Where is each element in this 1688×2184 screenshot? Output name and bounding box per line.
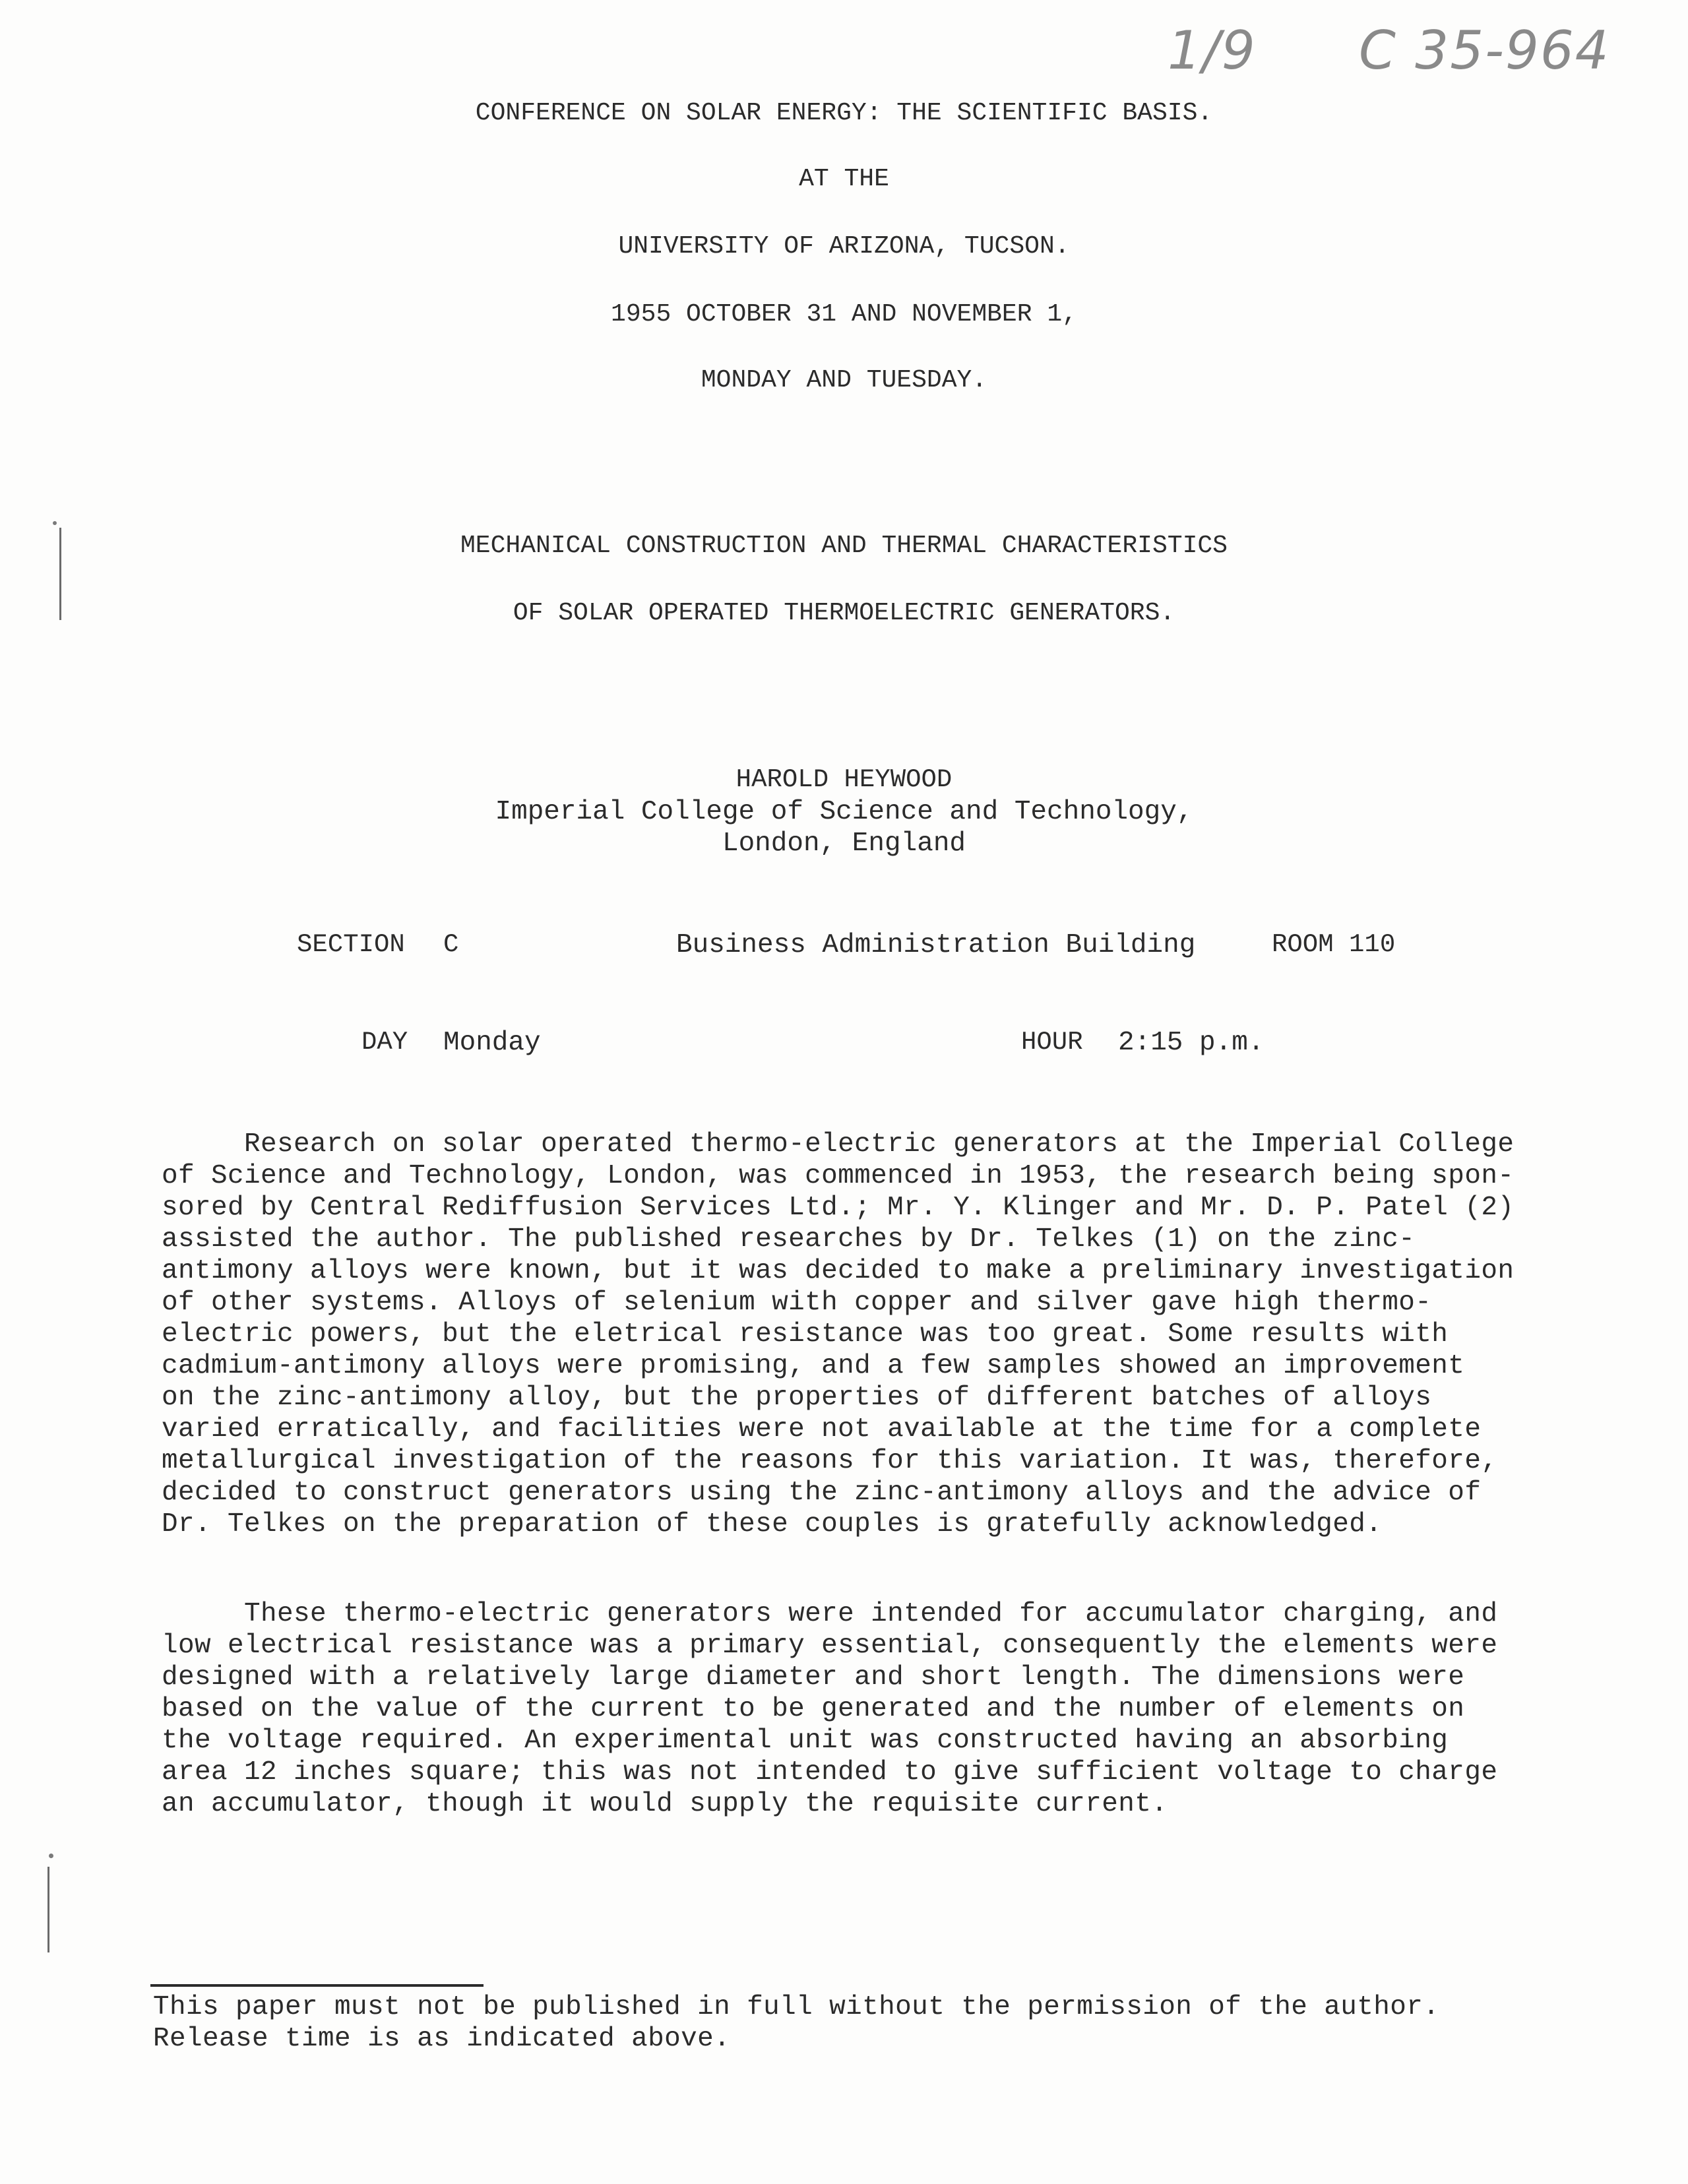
body-text-line: These thermo-electric generators were intended for accumulator charging, and <box>162 1599 1498 1629</box>
building-name: Business Administration Building <box>676 930 1196 960</box>
author-location: London, England <box>722 828 966 859</box>
header-line: 1955 OCTOBER 31 AND NOVEMBER 1, <box>611 300 1077 328</box>
author-name: HAROLD HEYWOOD <box>735 765 953 794</box>
body-text-line: antimony alloys were known, but it was decided to make a preliminary investigation <box>162 1256 1515 1286</box>
footnote-line: Release time is as indicated above. <box>153 2024 731 2054</box>
body-text-line: cadmium-antimony alloys were promising, and a few samples showed an improvement <box>162 1351 1465 1381</box>
header-line: CONFERENCE ON SOLAR ENERGY: THE SCIENTIFIC BASIS. <box>475 99 1213 127</box>
body-text-line: low electrical resistance was a primary essential, consequently the elements were <box>162 1631 1498 1661</box>
paper-title-line: MECHANICAL CONSTRUCTION AND THERMAL CHARACTERISTICS <box>460 532 1228 560</box>
body-text-line: sored by Central Rediffusion Services Ltd.; Mr. Y. Klinger and Mr. D. P. Patel (2) <box>162 1193 1515 1223</box>
paper-title-line: OF SOLAR OPERATED THERMOELECTRIC GENERATORS. <box>513 599 1175 627</box>
handwritten-page-number: 1/9 <box>1168 20 1257 81</box>
body-text-line: of other systems. Alloys of selenium with copper and silver gave high thermo- <box>162 1288 1432 1318</box>
header-line: MONDAY AND TUESDAY. <box>701 366 987 394</box>
body-text-line: electric powers, but the eletrical resistance was too great. Some results with <box>162 1319 1449 1350</box>
day-label: DAY <box>361 1028 408 1057</box>
section-value: C <box>443 930 459 959</box>
body-text-line: based on the value of the current to be generated and the number of elements on <box>162 1694 1465 1724</box>
day-value: Monday <box>443 1028 541 1058</box>
author-institution: Imperial College of Science and Technology, <box>495 797 1193 827</box>
footnote-rule <box>150 1984 484 1987</box>
paper-speck <box>53 521 57 525</box>
margin-mark-bottom <box>47 1867 49 1952</box>
body-text-line: metallurgical investigation of the reasons for this variation. It was, therefore, <box>162 1446 1498 1476</box>
room-number: ROOM 110 <box>1272 930 1396 959</box>
body-text-line: of Science and Technology, London, was commenced in 1953, the research being spon- <box>162 1161 1515 1191</box>
body-text-line: assisted the author. The published researches by Dr. Telkes (1) on the zinc- <box>162 1224 1416 1255</box>
footnote-line: This paper must not be published in full without the permission of the author. <box>153 1992 1440 2022</box>
body-text-line: an accumulator, though it would supply the requisite current. <box>162 1789 1168 1819</box>
paper-speck <box>49 1854 53 1858</box>
body-text-line: Dr. Telkes on the preparation of these couples is gratefully acknowledged. <box>162 1509 1383 1540</box>
body-text-line: Research on solar operated thermo-electric generators at the Imperial College <box>162 1129 1515 1160</box>
header-line: AT THE <box>799 165 889 193</box>
handwritten-reference: C 35-964 <box>1359 20 1610 81</box>
section-label: SECTION <box>297 930 405 959</box>
hour-value: 2:15 p.m. <box>1118 1028 1265 1058</box>
body-text-line: area 12 inches square; this was not intended to give sufficient voltage to charge <box>162 1757 1498 1788</box>
body-text-line: on the zinc-antimony alloy, but the properties of different batches of alloys <box>162 1383 1432 1413</box>
body-text-line: varied erratically, and facilities were not available at the time for a complete <box>162 1414 1482 1445</box>
hour-label: HOUR <box>1021 1028 1083 1057</box>
header-line: UNIVERSITY OF ARIZONA, TUCSON. <box>618 232 1070 261</box>
body-text-line: designed with a relatively large diameter and short length. The dimensions were <box>162 1662 1465 1693</box>
body-text-line: the voltage required. An experimental unit was constructed having an absorbing <box>162 1726 1449 1756</box>
body-text-line: decided to construct generators using the zinc-antimony alloys and the advice of <box>162 1478 1482 1508</box>
